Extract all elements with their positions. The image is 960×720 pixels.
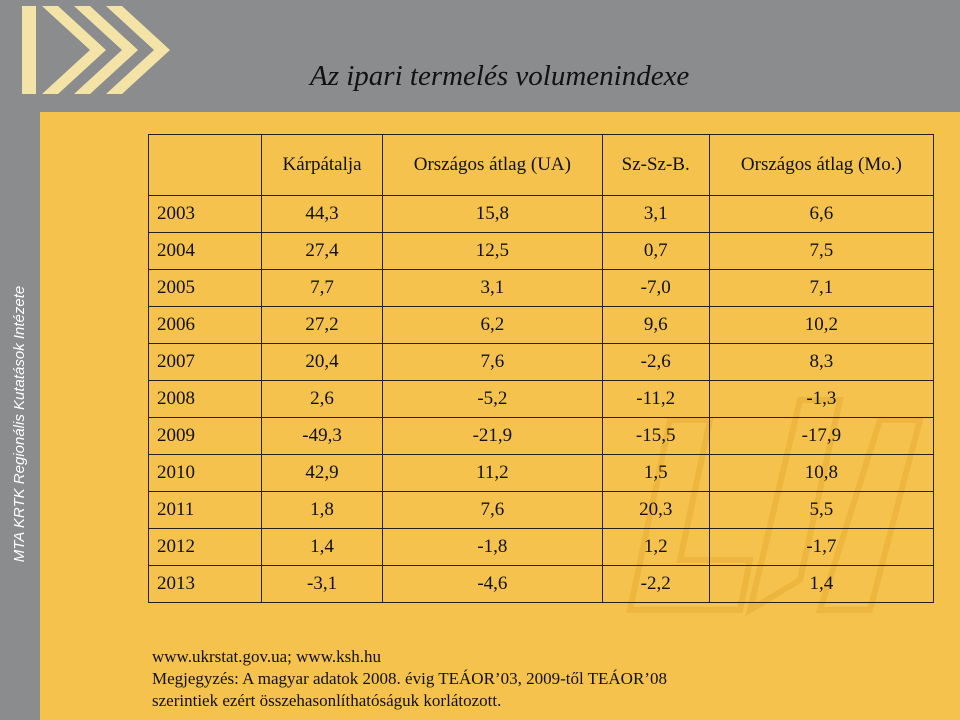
source-text: www.ukrstat.gov.ua; www.ksh.hu <box>152 647 382 666</box>
value-cell: 6,2 <box>383 307 603 344</box>
value-cell: -21,9 <box>383 418 603 455</box>
sidebar-institute-label: MTA KRTK Regionális Kutatások Intézete <box>11 285 28 563</box>
value-cell: 1,4 <box>709 566 933 603</box>
value-cell: 1,8 <box>262 492 383 529</box>
year-cell: 2004 <box>149 233 262 270</box>
value-cell: 3,1 <box>383 270 603 307</box>
value-cell: 42,9 <box>262 455 383 492</box>
value-cell: -1,7 <box>709 529 933 566</box>
value-cell: -7,0 <box>602 270 709 307</box>
table-row <box>149 233 934 270</box>
column-header-orszagos-mo: Országos átlag (Mo.) <box>709 135 933 196</box>
table-row <box>149 455 934 492</box>
value-cell: -4,6 <box>383 566 603 603</box>
note-line-2: szerintiek ezért összehasonlíthatóságuk korlátozott. <box>152 691 502 710</box>
sidebar-strip <box>0 112 40 720</box>
value-cell: -17,9 <box>709 418 933 455</box>
value-cell: 3,1 <box>602 196 709 233</box>
table-row <box>149 529 934 566</box>
year-cell: 2008 <box>149 381 262 418</box>
year-cell: 2003 <box>149 196 262 233</box>
value-cell: -1,3 <box>709 381 933 418</box>
year-cell: 2009 <box>149 418 262 455</box>
value-cell: -49,3 <box>262 418 383 455</box>
value-cell: 8,3 <box>709 344 933 381</box>
value-cell: 10,8 <box>709 455 933 492</box>
note-line-1: Megjegyzés: A magyar adatok 2008. évig TEÁOR’03, 2009-től TEÁOR’08 <box>152 669 667 688</box>
table-row <box>149 566 934 603</box>
page-title: Az ipari termelés volumenindexe <box>310 60 690 92</box>
value-cell: 20,4 <box>262 344 383 381</box>
value-cell: -11,2 <box>602 381 709 418</box>
table-row <box>149 418 934 455</box>
table-row <box>149 270 934 307</box>
value-cell: 7,6 <box>383 344 603 381</box>
value-cell: 15,8 <box>383 196 603 233</box>
value-cell: 12,5 <box>383 233 603 270</box>
value-cell: 27,2 <box>262 307 383 344</box>
year-cell: 2012 <box>149 529 262 566</box>
value-cell: 27,4 <box>262 233 383 270</box>
value-cell: 9,6 <box>602 307 709 344</box>
value-cell: -3,1 <box>262 566 383 603</box>
table-header-row <box>149 135 934 196</box>
value-cell: 6,6 <box>709 196 933 233</box>
value-cell: 1,2 <box>602 529 709 566</box>
column-header-karpatalja: Kárpátalja <box>262 135 383 196</box>
table-row <box>149 381 934 418</box>
table-row <box>149 344 934 381</box>
column-header-sz-sz-b: Sz-Sz-B. <box>602 135 709 196</box>
year-cell: 2005 <box>149 270 262 307</box>
table-row <box>149 492 934 529</box>
year-cell: 2007 <box>149 344 262 381</box>
year-cell: 2011 <box>149 492 262 529</box>
value-cell: 1,5 <box>602 455 709 492</box>
value-cell: 10,2 <box>709 307 933 344</box>
value-cell: -15,5 <box>602 418 709 455</box>
column-header-year <box>149 135 262 196</box>
year-cell: 2010 <box>149 455 262 492</box>
year-cell: 2006 <box>149 307 262 344</box>
value-cell: 7,5 <box>709 233 933 270</box>
value-cell: 0,7 <box>602 233 709 270</box>
value-cell: 2,6 <box>262 381 383 418</box>
value-cell: 7,1 <box>709 270 933 307</box>
value-cell: -1,8 <box>383 529 603 566</box>
value-cell: 20,3 <box>602 492 709 529</box>
rkk-logo-icon <box>18 0 188 100</box>
value-cell: 11,2 <box>383 455 603 492</box>
header-band <box>0 0 960 112</box>
value-cell: -5,2 <box>383 381 603 418</box>
value-cell: 44,3 <box>262 196 383 233</box>
table-row <box>149 307 934 344</box>
value-cell: -2,6 <box>602 344 709 381</box>
volume-index-table <box>148 134 934 603</box>
table-row <box>149 196 934 233</box>
column-header-orszagos-ua: Országos átlag (UA) <box>383 135 603 196</box>
value-cell: 7,7 <box>262 270 383 307</box>
value-cell: 5,5 <box>709 492 933 529</box>
value-cell: 1,4 <box>262 529 383 566</box>
footer-notes <box>152 646 667 712</box>
value-cell: -2,2 <box>602 566 709 603</box>
year-cell: 2013 <box>149 566 262 603</box>
value-cell: 7,6 <box>383 492 603 529</box>
